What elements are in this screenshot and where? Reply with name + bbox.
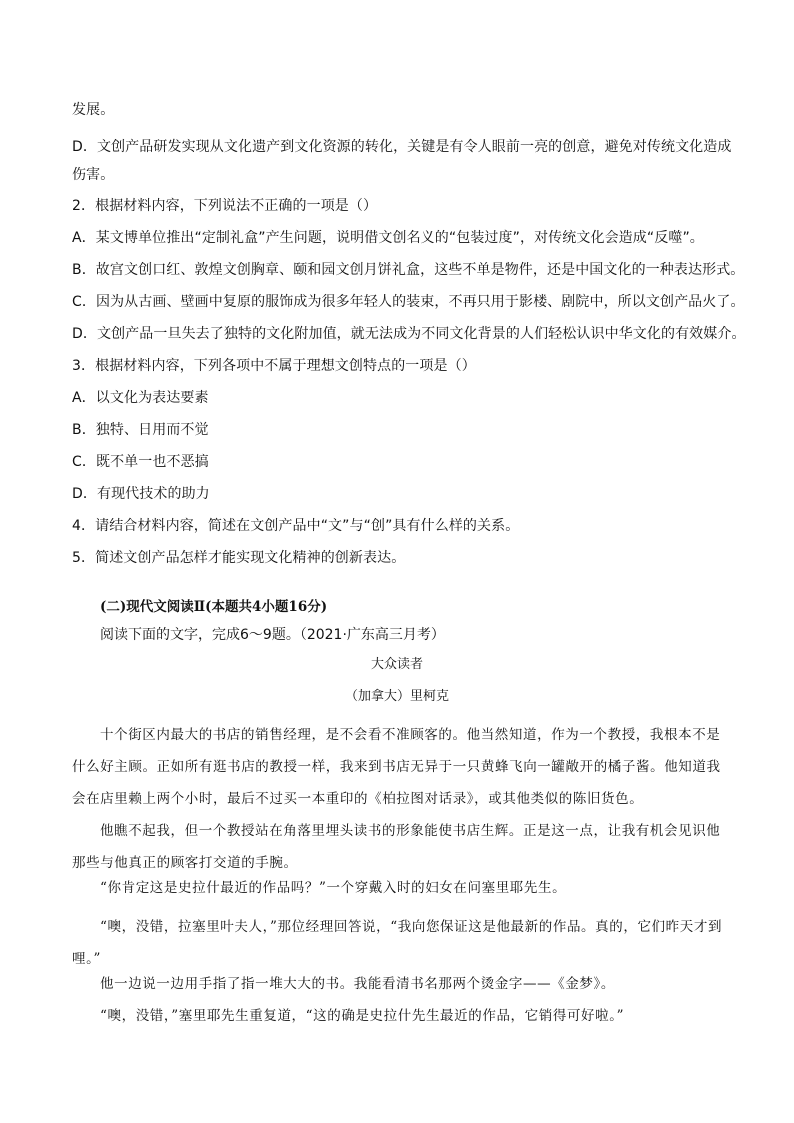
passage-option-d <box>72 133 732 189</box>
question-2-option-b: B．故宫文创口红、敦煌文创胸章、颐和园文创月饼礼盒，这些不单是物件，还是中国文化的一种表达形式。 <box>72 262 745 278</box>
option-d-text-line2: 伤害。 <box>72 167 115 183</box>
question-3-option-d: D．有现代技术的助力 <box>72 486 210 502</box>
section-heading: (二)现代文阅读Ⅱ(本题共4小题16分) <box>100 599 328 615</box>
story-paragraph-3: “你肯定这是史拉什最近的作品吗？”一个穿戴入时的妇女在问塞里耶先生。 <box>100 880 567 896</box>
story-paragraph-2: 他瞧不起我，但一个教授站在角落里埋头读书的形象能使书店生辉。正是这一点，让我有机会见识他那些与他真正的顾客打交道的手腕。 <box>72 823 721 871</box>
question-4: 4．请结合材料内容，简述在文创产品中“文”与“创”具有什么样的关系。 <box>72 518 520 534</box>
question-3-option-b: B．独特、日用而不觉 <box>72 422 209 438</box>
question-3-option-a: A．以文化为表达要素 <box>72 390 209 406</box>
question-3-stem: 3．根据材料内容，下列各项中不属于理想文创特点的一项是（） <box>72 358 476 374</box>
question-2-option-d: D．文创产品一旦失去了独特的文化附加值，就无法成为不同文化背景的人们轻松认识中华文化的有效媒介。 <box>72 326 746 342</box>
section-intro: 阅读下面的文字，完成6～9题。（2021·广东高三月考） <box>100 627 445 643</box>
story-paragraph-4: “噢，没错，拉塞里叶夫人，”那位经理回答说，“我向您保证这是他最新的作品。真的，它们昨天才到哩。” <box>72 919 723 967</box>
question-2-option-c: C．因为从古画、壁画中复原的服饰成为很多年轻人的装束，不再只用于影楼、剧院中，所以文创产品火了。 <box>72 294 745 310</box>
story-paragraph-6: “噢，没错，”塞里耶先生重复道，“这的确是史拉什先生最近的作品，它销得可好啦。” <box>100 1008 625 1024</box>
question-5: 5．简述文创产品怎样才能实现文化精神的创新表达。 <box>72 550 406 566</box>
question-2-stem: 2．根据材料内容，下列说法不正确的一项是（） <box>72 198 378 214</box>
story-title: 大众读者 <box>370 657 423 672</box>
story-author: （加拿大）里柯克 <box>344 689 449 704</box>
option-d-text-line1: D．文创产品研发实现从文化遗产到文化资源的转化，关键是有令人眼前一亮的创意，避免对传统文化造成 <box>72 139 732 155</box>
question-2-option-a: A．某文博单位推出“定制礼盒”产生问题，说明借文创名义的“包装过度”，对传统文化会造成“反噬”。 <box>72 230 704 246</box>
passage-continuation: 发展。 <box>72 102 115 118</box>
question-3-option-c: C．既不单一也不恶搞 <box>72 454 209 470</box>
story-paragraph-5: 他一边说一边用手指了指一堆大大的书。我能看清书名那两个烫金字——《金梦》。 <box>100 976 615 992</box>
story-paragraph-1: 十个街区内最大的书店的销售经理，是不会看不准顾客的。他当然知道，作为一个教授，我根本不是什么好主顾。正如所有逛书店的教授一样，我来到书店无异于一只黄蜂飞向一罐敞开的橘子酱。他知道我会在店里赖上两个小时，最后不过买一本重印的《柏拉图对话录》，或其他类似的陈旧货色。 <box>72 727 721 807</box>
